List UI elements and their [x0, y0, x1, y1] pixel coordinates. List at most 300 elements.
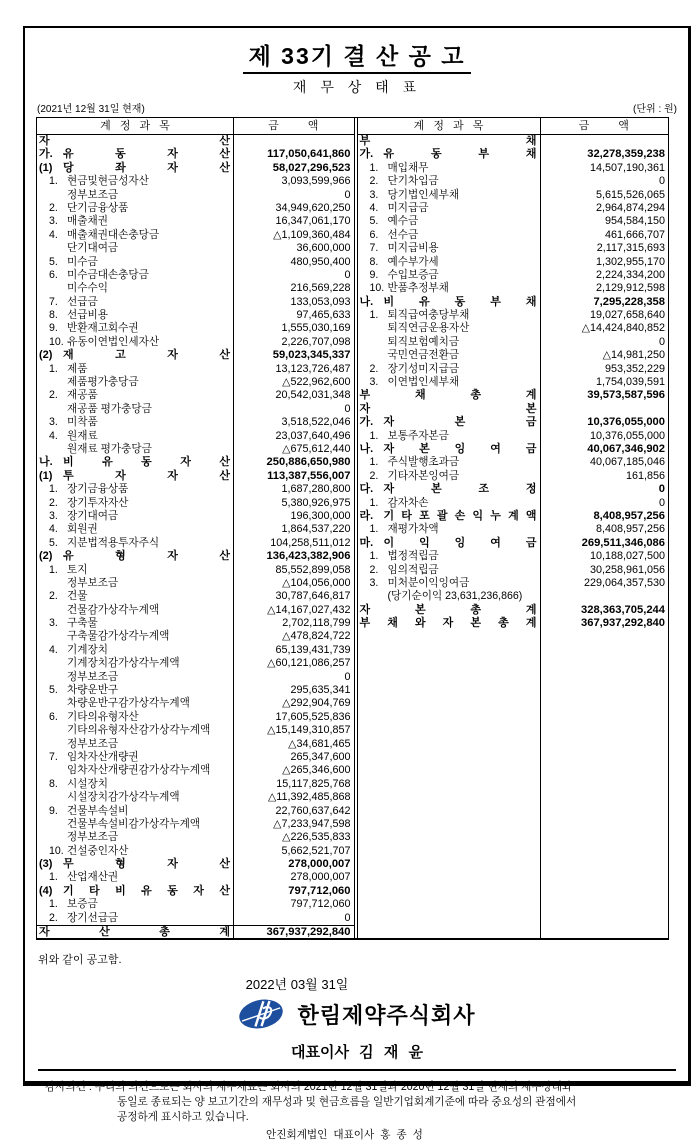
amount-value: 30,258,961,056	[589, 563, 665, 576]
account-number: 8.	[369, 255, 379, 268]
assets-rows	[37, 135, 354, 938]
signature-divider	[38, 1069, 676, 1071]
account-row	[37, 630, 354, 643]
audit-opinion	[36, 1080, 678, 1125]
account-label: 반품추정부채	[387, 282, 449, 295]
account-label: 퇴직급여충당부채	[387, 309, 470, 322]
account-label: 임차자산개량권	[67, 750, 139, 763]
account-number	[37, 791, 67, 804]
amount-value	[233, 135, 354, 148]
amount-value: 15,117,825,768	[276, 777, 351, 790]
amount-value: 797,712,060	[290, 898, 351, 911]
account-label: 투 자 자 산	[63, 469, 230, 482]
account-row	[358, 256, 669, 269]
account-label: 장기투자자산	[67, 496, 129, 509]
account-header: 계 정 과 목	[413, 120, 484, 132]
account-row	[37, 403, 354, 416]
account-number: 가.	[359, 416, 374, 429]
account-number: 1.	[369, 456, 379, 469]
column-divider	[540, 118, 541, 938]
account-row-total	[37, 135, 354, 148]
account-row	[358, 376, 669, 389]
account-label: 자 본 조 정	[383, 483, 537, 496]
account-number: 7.	[369, 242, 379, 255]
account-number: (1)	[39, 469, 53, 482]
account-label: 수입보증금	[387, 268, 439, 281]
account-row	[37, 871, 354, 884]
account-row-total	[358, 416, 669, 429]
account-number: 가.	[39, 148, 53, 161]
account-label: 유 동 자 산	[63, 148, 230, 161]
account-row	[37, 764, 354, 777]
account-row-total	[358, 510, 669, 523]
account-row	[358, 430, 669, 443]
account-label: 매입채무	[387, 161, 429, 174]
account-label: 구축물감가상각누계액	[67, 630, 170, 643]
account-number: 4.	[369, 201, 379, 214]
account-row	[358, 336, 669, 349]
account-label: 현금및현금성자산	[67, 175, 149, 188]
account-row	[37, 483, 354, 496]
account-row	[37, 389, 354, 402]
account-label: 차량운반구감가상각누계액	[67, 697, 190, 710]
account-number: 1.	[49, 362, 58, 375]
account-number	[37, 630, 67, 643]
account-number: 1.	[369, 429, 379, 442]
amount-value: 40,067,185,046	[589, 456, 665, 469]
amount-value: △104,056,000	[282, 576, 351, 589]
amount-value: 20,542,031,348	[275, 389, 351, 402]
account-number: 5.	[49, 536, 58, 549]
account-number: 1.	[369, 523, 379, 536]
account-label: 반환재고회수권	[67, 322, 139, 335]
account-number: 8.	[49, 309, 58, 322]
amount-value: 269,511,346,086	[581, 536, 665, 549]
account-row-total	[358, 617, 669, 630]
amount-value: 117,050,641,860	[267, 148, 351, 161]
account-row-total	[37, 456, 354, 469]
amount-header: 금 액	[578, 120, 629, 132]
account-number: 4.	[49, 523, 58, 536]
account-number: (2)	[39, 550, 53, 563]
account-row	[37, 818, 354, 831]
amount-value: 5,615,526,065	[595, 188, 665, 201]
account-number	[37, 697, 67, 710]
account-row	[37, 309, 354, 322]
amount-value: 39,573,587,596	[587, 389, 665, 402]
account-label: 재 고 자 산	[63, 349, 230, 362]
account-label: 미지급금	[387, 201, 429, 214]
account-row-total	[358, 389, 669, 402]
account-row-total	[358, 537, 669, 550]
account-label: 단기대여금	[67, 242, 119, 255]
account-label: 정부보조금	[67, 576, 119, 589]
account-label: 정부보조금	[67, 831, 119, 844]
account-label: 기 타 포 괄 손 익 누 계 액	[383, 509, 537, 522]
account-label: 차량운반구	[67, 684, 119, 697]
audit-opinion-line: 감사의견 : 우리의 의견으로는 회사의 재무제표는 회사의 2021년 12월 31일과 2020년 12월 31일 현재의 재무상태와	[45, 1081, 573, 1094]
account-label: 지분법적용투자주식	[67, 536, 160, 549]
amount-value: 34,949,620,250	[275, 201, 351, 214]
account-number: 2.	[369, 362, 379, 375]
amount-value: △14,167,027,432	[267, 603, 351, 616]
amount-value	[540, 403, 669, 416]
account-row	[358, 470, 669, 483]
amount-value: 10,376,055,000	[587, 416, 665, 429]
account-row	[37, 805, 354, 818]
account-label: 자 산	[39, 135, 230, 147]
account-row	[358, 564, 669, 577]
account-label: 예수금	[387, 215, 419, 228]
company-signature	[36, 996, 678, 1032]
account-number	[37, 738, 67, 751]
amount-value: 2,226,707,098	[281, 335, 351, 348]
account-label: (당기순이익 23,631,236,866)	[387, 590, 523, 603]
account-label: 유 동 부 채	[383, 148, 537, 161]
amount-value: 278,000,007	[288, 858, 351, 871]
account-label: 선수금	[387, 228, 419, 241]
account-label: 유동이연법인세자산	[67, 335, 160, 348]
account-label: 재공품 평가충당금	[67, 402, 152, 415]
account-label: 제품	[67, 362, 88, 375]
account-label: 재평가차액	[387, 523, 439, 536]
account-row	[37, 229, 354, 242]
amount-value: 7,295,228,358	[593, 295, 665, 308]
amount-value: 0	[344, 402, 351, 415]
account-number: 5.	[49, 684, 58, 697]
account-number	[37, 831, 67, 844]
account-number: 1.	[49, 483, 58, 496]
amount-value: 1,754,039,591	[595, 376, 665, 389]
account-label: 매출채권대손충당금	[67, 228, 160, 241]
account-label: 구축물	[67, 617, 98, 630]
amount-value: 161,856	[625, 469, 665, 482]
account-label: 토지	[67, 563, 88, 576]
account-number: 10.	[369, 282, 385, 295]
account-row	[358, 590, 669, 603]
amount-value: 32,278,359,238	[587, 148, 665, 161]
account-row	[37, 751, 354, 764]
account-label: 자 본 금	[383, 416, 537, 429]
amount-value: 85,552,899,058	[275, 563, 351, 576]
account-number: 9.	[49, 322, 58, 335]
amount-value: △60,121,086,257	[267, 657, 351, 670]
amount-value: 295,635,341	[290, 684, 351, 697]
account-label: 주식발행초과금	[387, 456, 460, 469]
account-row	[37, 416, 354, 429]
account-number	[37, 724, 67, 737]
account-row-total	[37, 885, 354, 898]
account-number	[358, 322, 388, 335]
account-row	[37, 242, 354, 255]
account-label: 미수금대손충당금	[67, 268, 149, 281]
account-label: 단기금융상품	[67, 201, 129, 214]
account-row	[37, 724, 354, 737]
account-label: 임차자산개량권감가상각누계액	[67, 764, 211, 777]
account-row	[37, 537, 354, 550]
account-row	[37, 189, 354, 202]
account-row	[37, 738, 354, 751]
assets-column	[37, 118, 355, 938]
account-number: 1.	[369, 550, 379, 563]
account-row-total	[358, 403, 669, 416]
amount-value: 2,129,912,598	[595, 282, 665, 295]
amount-value: 8,408,957,256	[595, 523, 665, 536]
account-label: 법정적립금	[387, 550, 439, 563]
account-row	[37, 523, 354, 536]
account-number: 3.	[49, 416, 58, 429]
amount-value: 19,027,658,640	[589, 309, 665, 322]
account-row	[37, 497, 354, 510]
amount-value: 2,224,334,200	[595, 268, 665, 281]
amount-value: 265,347,600	[290, 750, 351, 763]
account-label: 건설중인자산	[67, 844, 129, 857]
account-number: 가.	[359, 148, 374, 161]
account-row-total	[358, 443, 669, 456]
account-number	[358, 590, 388, 603]
account-row	[358, 550, 669, 563]
column-divider	[233, 118, 234, 938]
account-number	[37, 189, 67, 202]
account-number: 2.	[369, 563, 379, 576]
account-label: 기타자본잉여금	[387, 469, 460, 482]
amount-value: 8,408,957,256	[593, 509, 665, 522]
account-label: 부 채	[359, 135, 537, 147]
amount-value: 0	[344, 268, 351, 281]
amount-value: 97,465,633	[296, 309, 351, 322]
account-number: 5.	[369, 215, 379, 228]
account-number: 1.	[369, 309, 379, 322]
account-number: 2.	[49, 590, 58, 603]
account-label: 장기선급금	[67, 911, 119, 924]
account-label: 부 채 총 계	[359, 389, 537, 402]
account-label: 시설장치감가상각누계액	[67, 791, 180, 804]
account-label: 예수부가세	[387, 255, 439, 268]
account-row	[37, 657, 354, 670]
account-label: 미수금	[67, 255, 98, 268]
account-label: 장기금융상품	[67, 483, 129, 496]
account-number: 4.	[49, 429, 58, 442]
account-number	[37, 577, 67, 590]
account-number: 3.	[49, 617, 58, 630]
amount-value: 133,053,093	[290, 295, 351, 308]
account-number	[358, 336, 388, 349]
account-number: 2.	[49, 389, 58, 402]
auditor-signature: 안진회계법인 대표이사 홍 종 성	[266, 1129, 423, 1142]
account-label: 자 산 총 계	[39, 926, 230, 939]
account-header: 계 정 과 목	[100, 120, 170, 132]
announcement-sheet	[23, 26, 691, 1142]
account-row	[37, 577, 354, 590]
account-label: 정부보조금	[67, 670, 119, 683]
account-row	[358, 282, 669, 295]
account-label: 시설장치	[67, 777, 108, 790]
account-number: 8.	[49, 777, 58, 790]
account-number: 1.	[369, 496, 379, 509]
account-row	[37, 269, 354, 282]
account-label: 미착품	[67, 416, 98, 429]
amount-value: 1,687,280,800	[281, 483, 351, 496]
account-label: 당 좌 자 산	[63, 161, 230, 174]
amount-value: 2,964,874,294	[595, 201, 665, 214]
amount-value: 59,023,345,337	[272, 349, 351, 362]
amount-value: 196,300,000	[290, 509, 351, 522]
account-row	[37, 912, 354, 925]
currency-unit: (단위 : 원)	[633, 104, 677, 115]
account-number: 2.	[49, 201, 58, 214]
account-number: 1.	[49, 563, 58, 576]
account-number: 나.	[359, 295, 374, 308]
amount-value: △675,612,440	[282, 442, 351, 455]
balance-sheet-table	[36, 117, 669, 940]
amount-header: 금 액	[268, 120, 319, 132]
account-label: 임의적립금	[387, 563, 439, 576]
account-label: 매출채권	[67, 215, 108, 228]
account-row-total	[358, 604, 669, 617]
account-label: 기계장치	[67, 643, 108, 656]
account-row	[37, 791, 354, 804]
account-row	[37, 684, 354, 697]
account-row	[37, 778, 354, 791]
public-notice-text: 위와 같이 공고함.	[38, 954, 122, 967]
account-row	[358, 242, 669, 255]
account-row-total	[358, 296, 669, 309]
statement-subtitle: 재 무 상 태 표	[292, 79, 422, 95]
amount-value: △34,681,465	[288, 737, 351, 750]
account-row-total	[37, 925, 354, 938]
account-number	[37, 818, 67, 831]
account-number: 10.	[49, 335, 64, 348]
account-number: 마.	[359, 536, 374, 549]
amount-value: △265,346,600	[282, 764, 351, 777]
account-number: 2.	[369, 469, 379, 482]
account-number: 4.	[49, 228, 58, 241]
amount-value: △14,981,250	[602, 349, 665, 362]
account-label: 비 유 동 자 산	[63, 456, 230, 469]
account-label: 유 형 자 산	[63, 550, 230, 563]
amount-value: 1,864,537,220	[281, 523, 351, 536]
account-number: (4)	[39, 884, 53, 897]
account-label: 기타의유형자산감가상각누계액	[67, 724, 211, 737]
account-number: 7.	[49, 295, 58, 308]
amount-value: 1,302,955,170	[595, 255, 665, 268]
liabilities-equity-rows	[358, 135, 669, 630]
amount-value: 10,376,055,000	[589, 429, 665, 442]
account-label: 감자차손	[387, 496, 429, 509]
account-number: 3.	[369, 576, 379, 589]
account-number	[37, 657, 67, 670]
amount-value: 0	[344, 670, 351, 683]
account-label: 제품평가충당금	[67, 376, 139, 389]
amount-value: △11,392,485,868	[267, 791, 351, 804]
account-number	[358, 349, 388, 362]
account-number: 1.	[49, 898, 58, 911]
account-label: 원재료	[67, 429, 98, 442]
account-label: 당기법인세부채	[387, 188, 460, 201]
account-row-total	[37, 148, 354, 161]
account-row-total	[358, 135, 669, 148]
amount-value	[540, 135, 669, 148]
account-row	[37, 845, 354, 858]
amount-value: △15,149,310,857	[267, 724, 351, 737]
account-label: 정부보조금	[67, 737, 119, 750]
account-row-total	[37, 550, 354, 563]
amount-value: 14,507,190,361	[589, 161, 665, 174]
account-label: 미수수익	[67, 282, 108, 295]
account-number: (3)	[39, 858, 53, 871]
account-row	[37, 510, 354, 523]
account-label: 보증금	[67, 898, 98, 911]
account-label: 재공품	[67, 389, 98, 402]
account-row	[37, 430, 354, 443]
account-label: 기 타 비 유 동 자 산	[63, 884, 230, 897]
account-row	[37, 831, 354, 844]
as-of-date: (2021년 12월 31일 현재)	[37, 104, 145, 115]
account-number: 라.	[359, 509, 374, 522]
account-row	[37, 644, 354, 657]
account-number: 1.	[49, 871, 58, 884]
account-row	[37, 256, 354, 269]
account-row	[358, 215, 669, 228]
account-row	[358, 349, 669, 362]
amount-value: △14,424,840,852	[581, 322, 665, 335]
account-number: 1.	[369, 161, 379, 174]
amount-value: 328,363,705,244	[581, 603, 665, 616]
account-number: 3.	[49, 509, 58, 522]
amount-value: 30,787,646,817	[275, 590, 351, 603]
account-row	[37, 282, 354, 295]
account-number: 4.	[49, 643, 58, 656]
company-name: 한림제약주식회사	[297, 1002, 476, 1028]
account-label: 퇴직연금운용자산	[387, 322, 470, 335]
account-label: 선급비용	[67, 309, 108, 322]
page-title: 제 33기 결 산 공 고	[243, 38, 472, 74]
amount-value: 40,067,346,902	[587, 442, 665, 455]
amount-value: 0	[658, 496, 665, 509]
account-label: 퇴직보험예치금	[387, 335, 460, 348]
amount-value: 797,712,060	[288, 884, 351, 897]
account-label: 건물감가상각누계액	[67, 603, 160, 616]
amount-value: 2,702,118,799	[282, 617, 351, 630]
account-label: 국민연금전환금	[387, 349, 460, 362]
amount-value: 10,188,027,500	[589, 550, 665, 563]
account-row	[37, 671, 354, 684]
amount-value: △478,824,722	[282, 630, 351, 643]
account-number	[37, 282, 67, 295]
account-label: 원재료 평가충당금	[67, 442, 152, 455]
amount-value: △292,904,769	[282, 697, 351, 710]
account-row-total	[37, 470, 354, 483]
account-number: 7.	[49, 750, 58, 763]
account-label: 단기차입금	[387, 175, 439, 188]
amount-value: 17,605,525,836	[275, 710, 351, 723]
amount-value: △7,233,947,598	[273, 817, 351, 830]
amount-value: △226,535,833	[282, 831, 351, 844]
account-number: 1.	[49, 175, 58, 188]
amount-value: 1,555,030,169	[281, 322, 351, 335]
amount-value: 250,886,650,980	[266, 456, 351, 469]
amount-value: 229,064,357,530	[583, 576, 665, 589]
account-label: 산업재산권	[67, 871, 119, 884]
account-number: 나.	[39, 456, 53, 469]
account-number	[37, 671, 67, 684]
account-number: 다.	[359, 483, 374, 496]
account-label: 비 유 동 부 채	[383, 295, 537, 308]
table-header	[358, 118, 669, 135]
account-row	[358, 363, 669, 376]
amount-value: 954,584,150	[604, 215, 665, 228]
account-label: 기계장치감가상각누계액	[67, 657, 180, 670]
